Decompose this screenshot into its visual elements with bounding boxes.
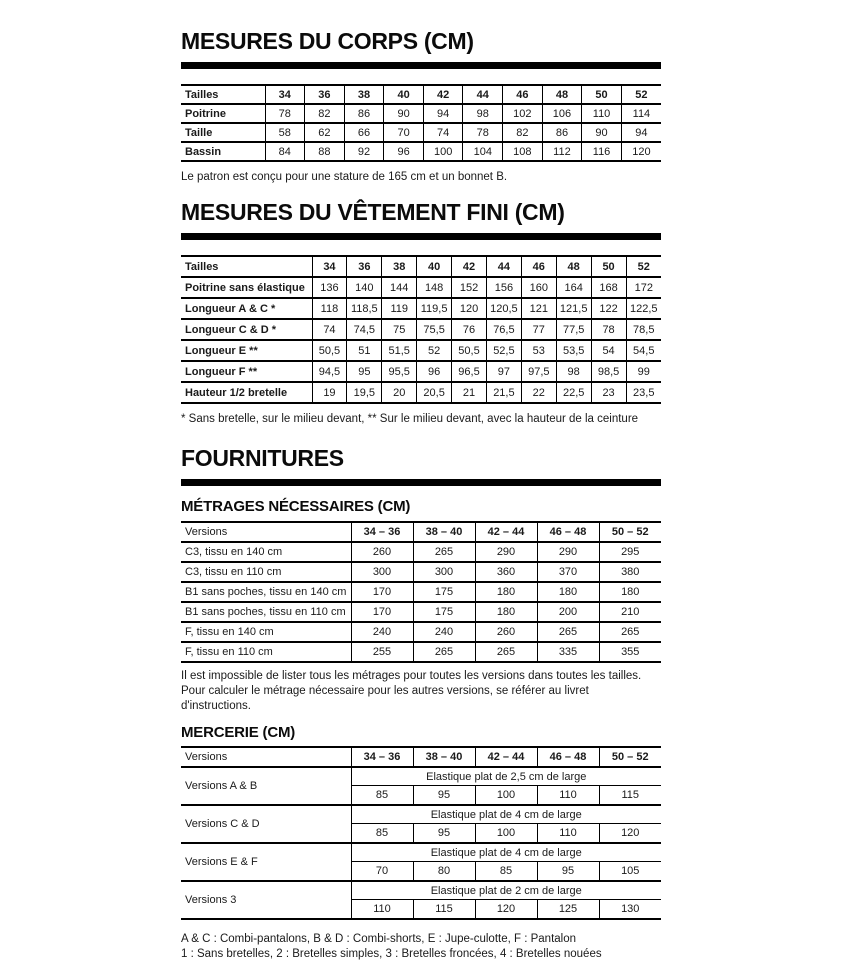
value-cell: 119 xyxy=(382,298,417,319)
yardage-row xyxy=(181,622,661,642)
row-label: Longueur E ** xyxy=(185,344,258,357)
value-cell: 156 xyxy=(486,277,521,298)
version-label: F, tissu en 110 cm xyxy=(185,646,273,658)
value-cell: 102 xyxy=(503,104,543,123)
size-header-cell: 44 xyxy=(463,85,503,104)
value-cell: 140 xyxy=(347,277,382,298)
version-label: Versions 3 xyxy=(185,894,237,906)
value-cell: 74 xyxy=(312,319,347,340)
value-cell: 77,5 xyxy=(556,319,591,340)
value-cell: 300 xyxy=(351,562,413,582)
size-range-header-cell: 50 – 52 xyxy=(599,522,661,542)
finished-garment-title: MESURES DU VÊTEMENT FINI (CM) xyxy=(181,199,565,225)
versions-header-label: Versions xyxy=(185,751,228,763)
table-header-row xyxy=(181,747,661,767)
value-cell: 180 xyxy=(599,582,661,602)
value-cell: 120 xyxy=(452,298,487,319)
value-cell: 170 xyxy=(351,582,413,602)
yardage-subtitle: MÉTRAGES NÉCESSAIRES (CM) xyxy=(181,498,411,515)
value-cell: 100 xyxy=(423,142,463,161)
value-cell: 118 xyxy=(312,298,347,319)
version-label: F, tissu en 140 cm xyxy=(185,626,274,638)
value-cell: 180 xyxy=(475,602,537,622)
value-cell: 290 xyxy=(537,542,599,562)
size-header-cell: 42 xyxy=(423,85,463,104)
size-range-header-cell: 46 – 48 xyxy=(537,747,599,767)
value-cell: 54 xyxy=(591,340,626,361)
value-cell: 70 xyxy=(384,123,424,142)
value-cell: 380 xyxy=(599,562,661,582)
length-footnote: * Sans bretelle, sur le milieu devant, ** Sur le milieu devant, avec la hauteur de la ceinture xyxy=(181,413,639,425)
size-range-header-cell: 34 – 36 xyxy=(351,522,413,542)
value-cell: 120 xyxy=(475,900,537,920)
value-cell: 86 xyxy=(344,104,384,123)
value-cell: 84 xyxy=(265,142,305,161)
value-cell: 76 xyxy=(452,319,487,340)
value-cell: 85 xyxy=(351,824,413,844)
value-cell: 77 xyxy=(521,319,556,340)
size-range-header-cell: 46 – 48 xyxy=(537,522,599,542)
value-cell: 74,5 xyxy=(347,319,382,340)
value-cell: 78 xyxy=(591,319,626,340)
value-cell: 75,5 xyxy=(417,319,452,340)
version-label: Versions A & B xyxy=(185,780,258,792)
value-cell: 370 xyxy=(537,562,599,582)
row-label: Longueur F ** xyxy=(185,365,258,378)
legend-straps: 1 : Sans bretelles, 2 : Bretelles simples, 3 : Bretelles froncées, 4 : Bretelles nouées xyxy=(181,948,602,960)
value-cell: 115 xyxy=(413,900,475,920)
section-body-measurements xyxy=(181,28,661,185)
value-cell: 20,5 xyxy=(417,382,452,403)
value-cell: 265 xyxy=(413,542,475,562)
stature-note: Le patron est conçu pour une stature de 165 cm et un bonnet B. xyxy=(181,171,508,183)
section-supplies xyxy=(181,445,661,920)
value-cell: 175 xyxy=(413,602,475,622)
title-rule xyxy=(181,233,661,240)
yardage-table xyxy=(181,521,661,663)
sizes-header-label: Tailles xyxy=(185,260,219,273)
value-cell: 98 xyxy=(463,104,503,123)
elastic-spec-cell: Elastique plat de 2 cm de large xyxy=(351,881,661,900)
value-cell: 105 xyxy=(599,862,661,882)
table-row xyxy=(181,340,661,361)
table-row xyxy=(181,123,661,142)
value-cell: 164 xyxy=(556,277,591,298)
value-cell: 360 xyxy=(475,562,537,582)
size-header-cell: 38 xyxy=(344,85,384,104)
version-label: B1 sans poches, tissu en 140 cm xyxy=(185,586,347,598)
size-range-header-cell: 50 – 52 xyxy=(599,747,661,767)
row-label: Longueur A & C * xyxy=(185,302,276,315)
size-header-cell: 42 xyxy=(452,256,487,277)
value-cell: 98 xyxy=(556,361,591,382)
value-cell: 78,5 xyxy=(626,319,661,340)
value-cell: 110 xyxy=(537,824,599,844)
value-cell: 90 xyxy=(582,123,622,142)
row-label: Poitrine sans élastique xyxy=(185,281,305,294)
table-row xyxy=(181,142,661,161)
size-header-cell: 48 xyxy=(556,256,591,277)
value-cell: 210 xyxy=(599,602,661,622)
size-header-cell: 36 xyxy=(347,256,382,277)
value-cell: 115 xyxy=(599,786,661,806)
body-measurements-table xyxy=(181,84,661,162)
value-cell: 100 xyxy=(475,824,537,844)
value-cell: 51,5 xyxy=(382,340,417,361)
value-cell: 75 xyxy=(382,319,417,340)
size-range-header-cell: 38 – 40 xyxy=(413,747,475,767)
value-cell: 295 xyxy=(599,542,661,562)
table-header-row xyxy=(181,256,661,277)
row-label: Taille xyxy=(185,126,213,139)
value-cell: 335 xyxy=(537,642,599,662)
value-cell: 180 xyxy=(537,582,599,602)
value-cell: 54,5 xyxy=(626,340,661,361)
value-cell: 92 xyxy=(344,142,384,161)
row-label: Hauteur 1/2 bretelle xyxy=(185,386,288,399)
table-row xyxy=(181,104,661,123)
elastic-spec-cell: Elastique plat de 4 cm de large xyxy=(351,805,661,824)
value-cell: 85 xyxy=(475,862,537,882)
value-cell: 95 xyxy=(347,361,382,382)
value-cell: 152 xyxy=(452,277,487,298)
value-cell: 260 xyxy=(351,542,413,562)
value-cell: 240 xyxy=(351,622,413,642)
value-cell: 23 xyxy=(591,382,626,403)
row-label: Longueur C & D * xyxy=(185,323,277,336)
table-row xyxy=(181,382,661,403)
value-cell: 62 xyxy=(305,123,345,142)
value-cell: 50,5 xyxy=(312,340,347,361)
value-cell: 118,5 xyxy=(347,298,382,319)
value-cell: 108 xyxy=(503,142,543,161)
row-label: Poitrine xyxy=(185,107,226,120)
value-cell: 78 xyxy=(265,104,305,123)
value-cell: 100 xyxy=(475,786,537,806)
size-chart-document xyxy=(181,0,661,962)
sizes-header-label: Tailles xyxy=(185,88,219,101)
yardage-row xyxy=(181,562,661,582)
yardage-note: Il est impossible de lister tous les métrages pour toutes les versions dans toutes les tailles. Pour calculer le métrage nécessaire pour les autres versions, se référer au livret d'instructions. xyxy=(181,670,642,712)
yardage-row xyxy=(181,602,661,622)
size-header-cell: 44 xyxy=(486,256,521,277)
value-cell: 70 xyxy=(351,862,413,882)
value-cell: 110 xyxy=(537,786,599,806)
value-cell: 104 xyxy=(463,142,503,161)
value-cell: 125 xyxy=(537,900,599,920)
value-cell: 86 xyxy=(542,123,582,142)
value-cell: 23,5 xyxy=(626,382,661,403)
version-label: C3, tissu en 110 cm xyxy=(185,566,282,578)
haberdashery-table xyxy=(181,746,661,920)
version-label: B1 sans poches, tissu en 110 cm xyxy=(185,606,346,618)
value-cell: 106 xyxy=(542,104,582,123)
value-cell: 148 xyxy=(417,277,452,298)
size-header-cell: 40 xyxy=(417,256,452,277)
value-cell: 121 xyxy=(521,298,556,319)
value-cell: 66 xyxy=(344,123,384,142)
value-cell: 144 xyxy=(382,277,417,298)
value-cell: 78 xyxy=(463,123,503,142)
value-cell: 180 xyxy=(475,582,537,602)
value-cell: 88 xyxy=(305,142,345,161)
value-cell: 51 xyxy=(347,340,382,361)
haberdashery-group-row xyxy=(181,805,661,824)
value-cell: 90 xyxy=(384,104,424,123)
haberdashery-group-row xyxy=(181,767,661,786)
value-cell: 265 xyxy=(413,642,475,662)
elastic-spec-cell: Elastique plat de 4 cm de large xyxy=(351,843,661,862)
value-cell: 121,5 xyxy=(556,298,591,319)
versions-header-label: Versions xyxy=(185,526,228,538)
value-cell: 95 xyxy=(413,824,475,844)
value-cell: 22 xyxy=(521,382,556,403)
title-rule xyxy=(181,479,661,486)
value-cell: 130 xyxy=(599,900,661,920)
value-cell: 120 xyxy=(599,824,661,844)
value-cell: 355 xyxy=(599,642,661,662)
value-cell: 168 xyxy=(591,277,626,298)
size-header-cell: 46 xyxy=(521,256,556,277)
yardage-row xyxy=(181,642,661,662)
value-cell: 110 xyxy=(351,900,413,920)
table-header-row xyxy=(181,85,661,104)
yardage-row xyxy=(181,582,661,602)
value-cell: 240 xyxy=(413,622,475,642)
size-header-cell: 48 xyxy=(542,85,582,104)
size-header-cell: 34 xyxy=(265,85,305,104)
size-header-cell: 52 xyxy=(626,256,661,277)
value-cell: 110 xyxy=(582,104,622,123)
value-cell: 85 xyxy=(351,786,413,806)
value-cell: 172 xyxy=(626,277,661,298)
size-range-header-cell: 38 – 40 xyxy=(413,522,475,542)
value-cell: 290 xyxy=(475,542,537,562)
value-cell: 96,5 xyxy=(452,361,487,382)
finished-garment-table xyxy=(181,255,661,404)
value-cell: 58 xyxy=(265,123,305,142)
value-cell: 76,5 xyxy=(486,319,521,340)
value-cell: 94,5 xyxy=(312,361,347,382)
body-measurements-title: MESURES DU CORPS (CM) xyxy=(181,28,474,54)
value-cell: 120,5 xyxy=(486,298,521,319)
yardage-row xyxy=(181,542,661,562)
value-cell: 95,5 xyxy=(382,361,417,382)
value-cell: 265 xyxy=(599,622,661,642)
value-cell: 265 xyxy=(537,622,599,642)
value-cell: 170 xyxy=(351,602,413,622)
size-header-cell: 34 xyxy=(312,256,347,277)
value-cell: 175 xyxy=(413,582,475,602)
value-cell: 94 xyxy=(423,104,463,123)
size-header-cell: 50 xyxy=(582,85,622,104)
table-row xyxy=(181,298,661,319)
haberdashery-group-row xyxy=(181,881,661,900)
value-cell: 96 xyxy=(384,142,424,161)
size-header-cell: 38 xyxy=(382,256,417,277)
value-cell: 74 xyxy=(423,123,463,142)
value-cell: 122,5 xyxy=(626,298,661,319)
version-label: C3, tissu en 140 cm xyxy=(185,546,283,558)
value-cell: 98,5 xyxy=(591,361,626,382)
value-cell: 22,5 xyxy=(556,382,591,403)
value-cell: 114 xyxy=(621,104,661,123)
value-cell: 96 xyxy=(417,361,452,382)
value-cell: 21,5 xyxy=(486,382,521,403)
value-cell: 50,5 xyxy=(452,340,487,361)
value-cell: 94 xyxy=(621,123,661,142)
value-cell: 53 xyxy=(521,340,556,361)
supplies-title: FOURNITURES xyxy=(181,445,344,471)
value-cell: 82 xyxy=(305,104,345,123)
value-cell: 112 xyxy=(542,142,582,161)
value-cell: 52 xyxy=(417,340,452,361)
value-cell: 300 xyxy=(413,562,475,582)
size-header-cell: 46 xyxy=(503,85,543,104)
value-cell: 95 xyxy=(413,786,475,806)
value-cell: 97,5 xyxy=(521,361,556,382)
size-header-cell: 52 xyxy=(621,85,661,104)
value-cell: 52,5 xyxy=(486,340,521,361)
size-header-cell: 36 xyxy=(305,85,345,104)
value-cell: 19 xyxy=(312,382,347,403)
value-cell: 120 xyxy=(621,142,661,161)
value-cell: 19,5 xyxy=(347,382,382,403)
value-cell: 160 xyxy=(521,277,556,298)
value-cell: 80 xyxy=(413,862,475,882)
value-cell: 265 xyxy=(475,642,537,662)
value-cell: 122 xyxy=(591,298,626,319)
value-cell: 20 xyxy=(382,382,417,403)
section-finished-garment xyxy=(181,199,661,427)
value-cell: 53,5 xyxy=(556,340,591,361)
value-cell: 116 xyxy=(582,142,622,161)
value-cell: 255 xyxy=(351,642,413,662)
title-rule xyxy=(181,62,661,69)
value-cell: 119,5 xyxy=(417,298,452,319)
size-range-header-cell: 34 – 36 xyxy=(351,747,413,767)
haberdashery-subtitle: MERCERIE (CM) xyxy=(181,724,296,741)
value-cell: 95 xyxy=(537,862,599,882)
table-row xyxy=(181,319,661,340)
haberdashery-group-row xyxy=(181,843,661,862)
size-header-cell: 40 xyxy=(384,85,424,104)
size-header-cell: 50 xyxy=(591,256,626,277)
row-label: Bassin xyxy=(185,145,222,158)
size-range-header-cell: 42 – 44 xyxy=(475,522,537,542)
legend-footer xyxy=(181,932,661,962)
table-row xyxy=(181,361,661,382)
value-cell: 82 xyxy=(503,123,543,142)
value-cell: 99 xyxy=(626,361,661,382)
value-cell: 200 xyxy=(537,602,599,622)
version-label: Versions E & F xyxy=(185,856,258,868)
table-row xyxy=(181,277,661,298)
table-header-row xyxy=(181,522,661,542)
value-cell: 260 xyxy=(475,622,537,642)
size-range-header-cell: 42 – 44 xyxy=(475,747,537,767)
legend-versions: A & C : Combi-pantalons, B & D : Combi-shorts, E : Jupe-culotte, F : Pantalon xyxy=(181,933,577,945)
value-cell: 21 xyxy=(452,382,487,403)
elastic-spec-cell: Elastique plat de 2,5 cm de large xyxy=(351,767,661,786)
version-label: Versions C & D xyxy=(185,818,260,830)
value-cell: 97 xyxy=(486,361,521,382)
value-cell: 136 xyxy=(312,277,347,298)
